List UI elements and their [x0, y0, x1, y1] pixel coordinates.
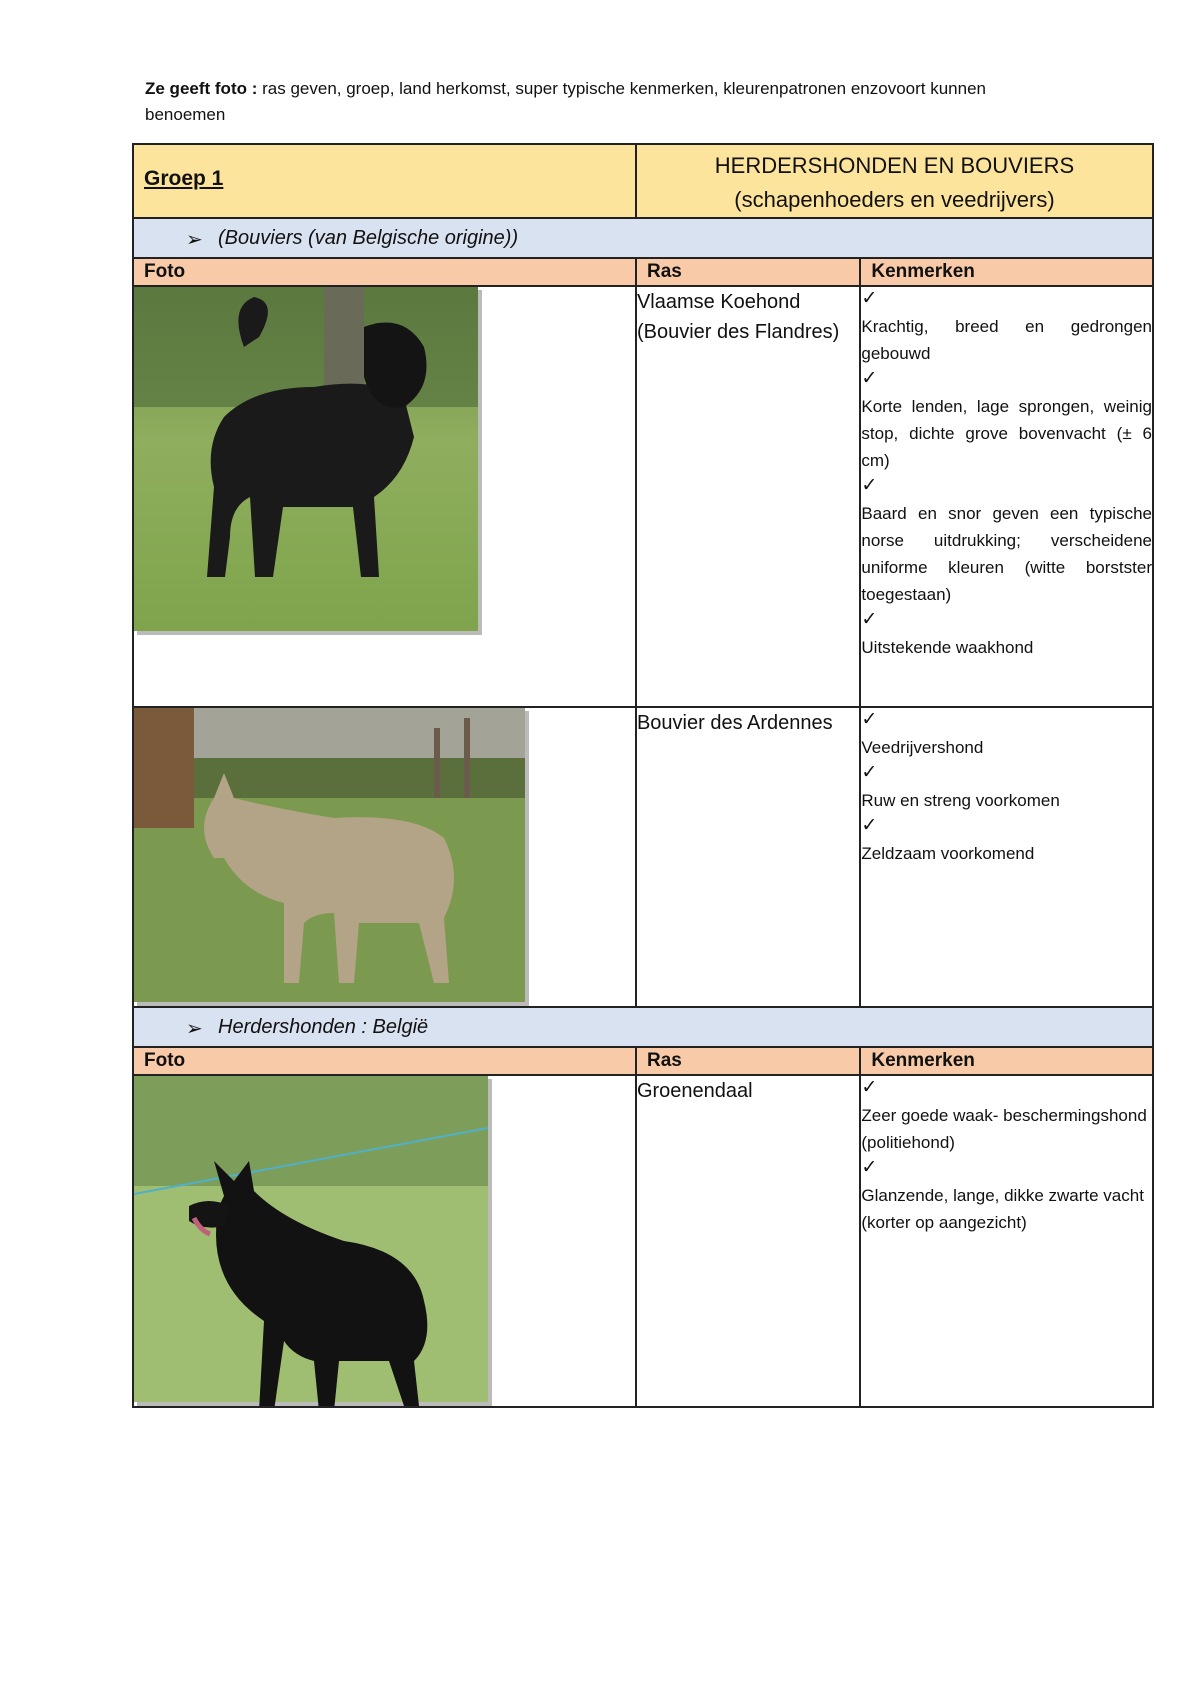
check-icon: ✓ [861, 762, 878, 783]
table-row [133, 1075, 1153, 1407]
intro-text [145, 76, 1045, 128]
kenmerk-item: Veedrijvershond [861, 738, 984, 757]
arrow-bullet-icon: ➢ [186, 229, 203, 251]
kenmerken-list [860, 286, 1153, 707]
dog-photo-bouvier-des-flandres [134, 287, 482, 635]
kenmerk-item: Zeer goede waak- beschermingshond (politiehond) [861, 1106, 1147, 1152]
header-foto: Foto [144, 261, 186, 282]
kenmerk-item: Uitstekende waakhond [861, 638, 1034, 657]
section-label: (Bouviers (van Belgische origine)) [218, 227, 519, 249]
table-row [133, 286, 1153, 707]
header-foto: Foto [144, 1050, 186, 1071]
check-icon: ✓ [861, 609, 878, 630]
column-header-row [133, 1047, 1153, 1075]
group-header-row [133, 144, 1153, 218]
column-header-row [133, 258, 1153, 286]
check-icon: ✓ [861, 709, 878, 730]
check-icon: ✓ [861, 1157, 878, 1178]
section-label: Herdershonden : België [218, 1016, 429, 1038]
intro-rest: ras geven, groep, land herkomst, super typische kenmerken, kleurenpatronen enzovoort kunnen benoemen [145, 79, 986, 124]
kenmerk-item: Glanzende, lange, dikke zwarte vacht (korter op aangezicht) [861, 1186, 1144, 1232]
check-icon: ✓ [861, 1077, 878, 1098]
kenmerk-item: Baard en snor geven een typische norse uitdrukking; verscheidene uniforme kleuren (witte borstster toegestaan) [861, 504, 1152, 604]
header-kenmerken: Kenmerken [871, 1050, 975, 1071]
check-icon: ✓ [861, 368, 878, 389]
breed-name: Bouvier des Ardennes [636, 707, 860, 1007]
group-label: Groep 1 [144, 167, 224, 190]
arrow-bullet-icon: ➢ [186, 1018, 203, 1040]
group-title: HERDERSHONDEN EN BOUVIERS [714, 153, 1075, 178]
kenmerken-list [860, 707, 1153, 1007]
intro-bold: Ze geeft foto : [145, 79, 258, 98]
header-kenmerken: Kenmerken [871, 261, 975, 282]
check-icon: ✓ [861, 815, 878, 836]
breed-table [132, 143, 1154, 1408]
check-icon: ✓ [861, 288, 878, 309]
check-icon: ✓ [861, 475, 878, 496]
header-ras: Ras [646, 261, 682, 282]
group-subtitle: (schapenhoeders en veedrijvers) [734, 187, 1055, 212]
kenmerken-list [860, 1075, 1153, 1407]
section-row [133, 218, 1153, 258]
table-row [133, 707, 1153, 1007]
kenmerk-item: Krachtig, breed en gedrongen gebouwd [861, 317, 1152, 363]
breed-name: Groenendaal [636, 1075, 860, 1407]
section-row [133, 1007, 1153, 1047]
kenmerk-item: Ruw en streng voorkomen [861, 791, 1060, 810]
header-ras: Ras [646, 1050, 682, 1071]
dog-photo-groenendael [134, 1076, 492, 1406]
kenmerk-item: Korte lenden, lage sprongen, weinig stop, dichte grove bovenvacht (± 6 cm) [861, 397, 1152, 470]
dog-photo-bouvier-des-ardennes [134, 708, 529, 1006]
group-title-cell [636, 144, 1153, 218]
group-label-cell [133, 144, 636, 218]
kenmerk-item: Zeldzaam voorkomend [861, 844, 1035, 863]
breed-name: Vlaamse Koehond (Bouvier des Flandres) [636, 286, 860, 707]
